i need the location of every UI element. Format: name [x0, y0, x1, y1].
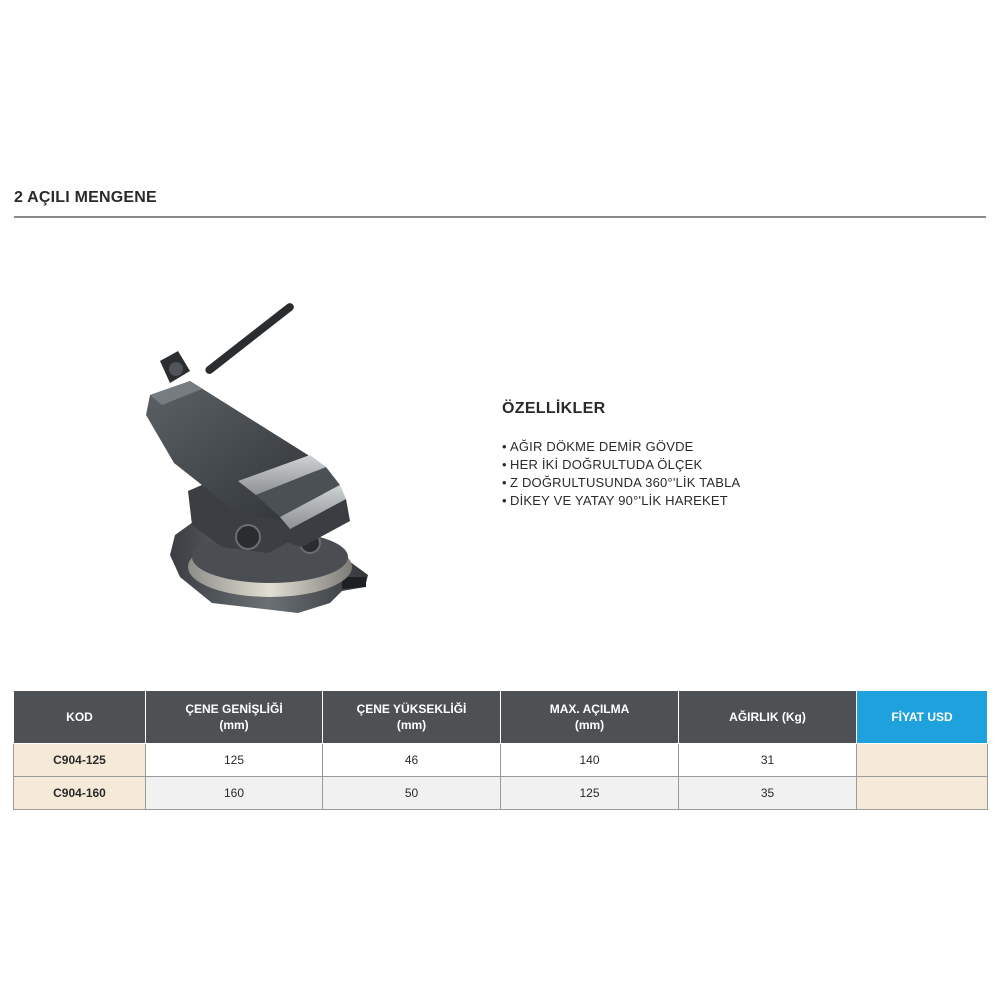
cell-fiyat: [857, 777, 988, 810]
feature-text: AĞIR DÖKME DEMİR GÖVDE: [510, 439, 694, 454]
cell-cene-yuksekligi: 46: [323, 744, 501, 777]
bullet-icon: •: [502, 457, 507, 472]
page-title: 2 AÇILI MENGENE: [14, 189, 157, 206]
feature-item: [502, 492, 922, 510]
cell-kod: C904-160: [14, 777, 146, 810]
feature-text: HER İKİ DOĞRULTUDA ÖLÇEK: [510, 457, 703, 472]
vise-product-image: [130, 285, 390, 625]
feature-text: DİKEY VE YATAY 90°'LİK HAREKET: [510, 493, 728, 508]
table-row: [14, 777, 988, 810]
header-fiyat: FİYAT USD: [857, 691, 988, 744]
feature-item: [502, 438, 922, 456]
cell-max-acilma: 140: [501, 744, 679, 777]
header-agirlik: AĞIRLIK (Kg): [679, 691, 857, 744]
features-heading: ÖZELLİKLER: [502, 400, 606, 417]
spec-table: [13, 690, 988, 810]
bullet-icon: •: [502, 439, 507, 454]
feature-item: [502, 456, 922, 474]
cell-agirlik: 31: [679, 744, 857, 777]
cell-cene-genisligi: 160: [146, 777, 323, 810]
header-cene-yuksekligi: ÇENE YÜKSEKLİĞİ (mm): [323, 691, 501, 744]
cell-fiyat: [857, 744, 988, 777]
feature-item: [502, 474, 922, 492]
feature-text: Z DOĞRULTUSUNDA 360°'LİK TABLA: [510, 475, 741, 490]
header-kod: KOD: [14, 691, 146, 744]
table-row: [14, 744, 988, 777]
features-list: [502, 438, 922, 510]
bullet-icon: •: [502, 493, 507, 508]
cell-agirlik: 35: [679, 777, 857, 810]
cell-kod: C904-125: [14, 744, 146, 777]
cell-cene-genisligi: 125: [146, 744, 323, 777]
table-header-row: [14, 691, 988, 744]
header-max-acilma: MAX. AÇILMA (mm): [501, 691, 679, 744]
title-divider: [14, 216, 986, 218]
bullet-icon: •: [502, 475, 507, 490]
cell-cene-yuksekligi: 50: [323, 777, 501, 810]
features-section: [502, 400, 922, 510]
cell-max-acilma: 125: [501, 777, 679, 810]
header-cene-genisligi: ÇENE GENİŞLİĞİ (mm): [146, 691, 323, 744]
